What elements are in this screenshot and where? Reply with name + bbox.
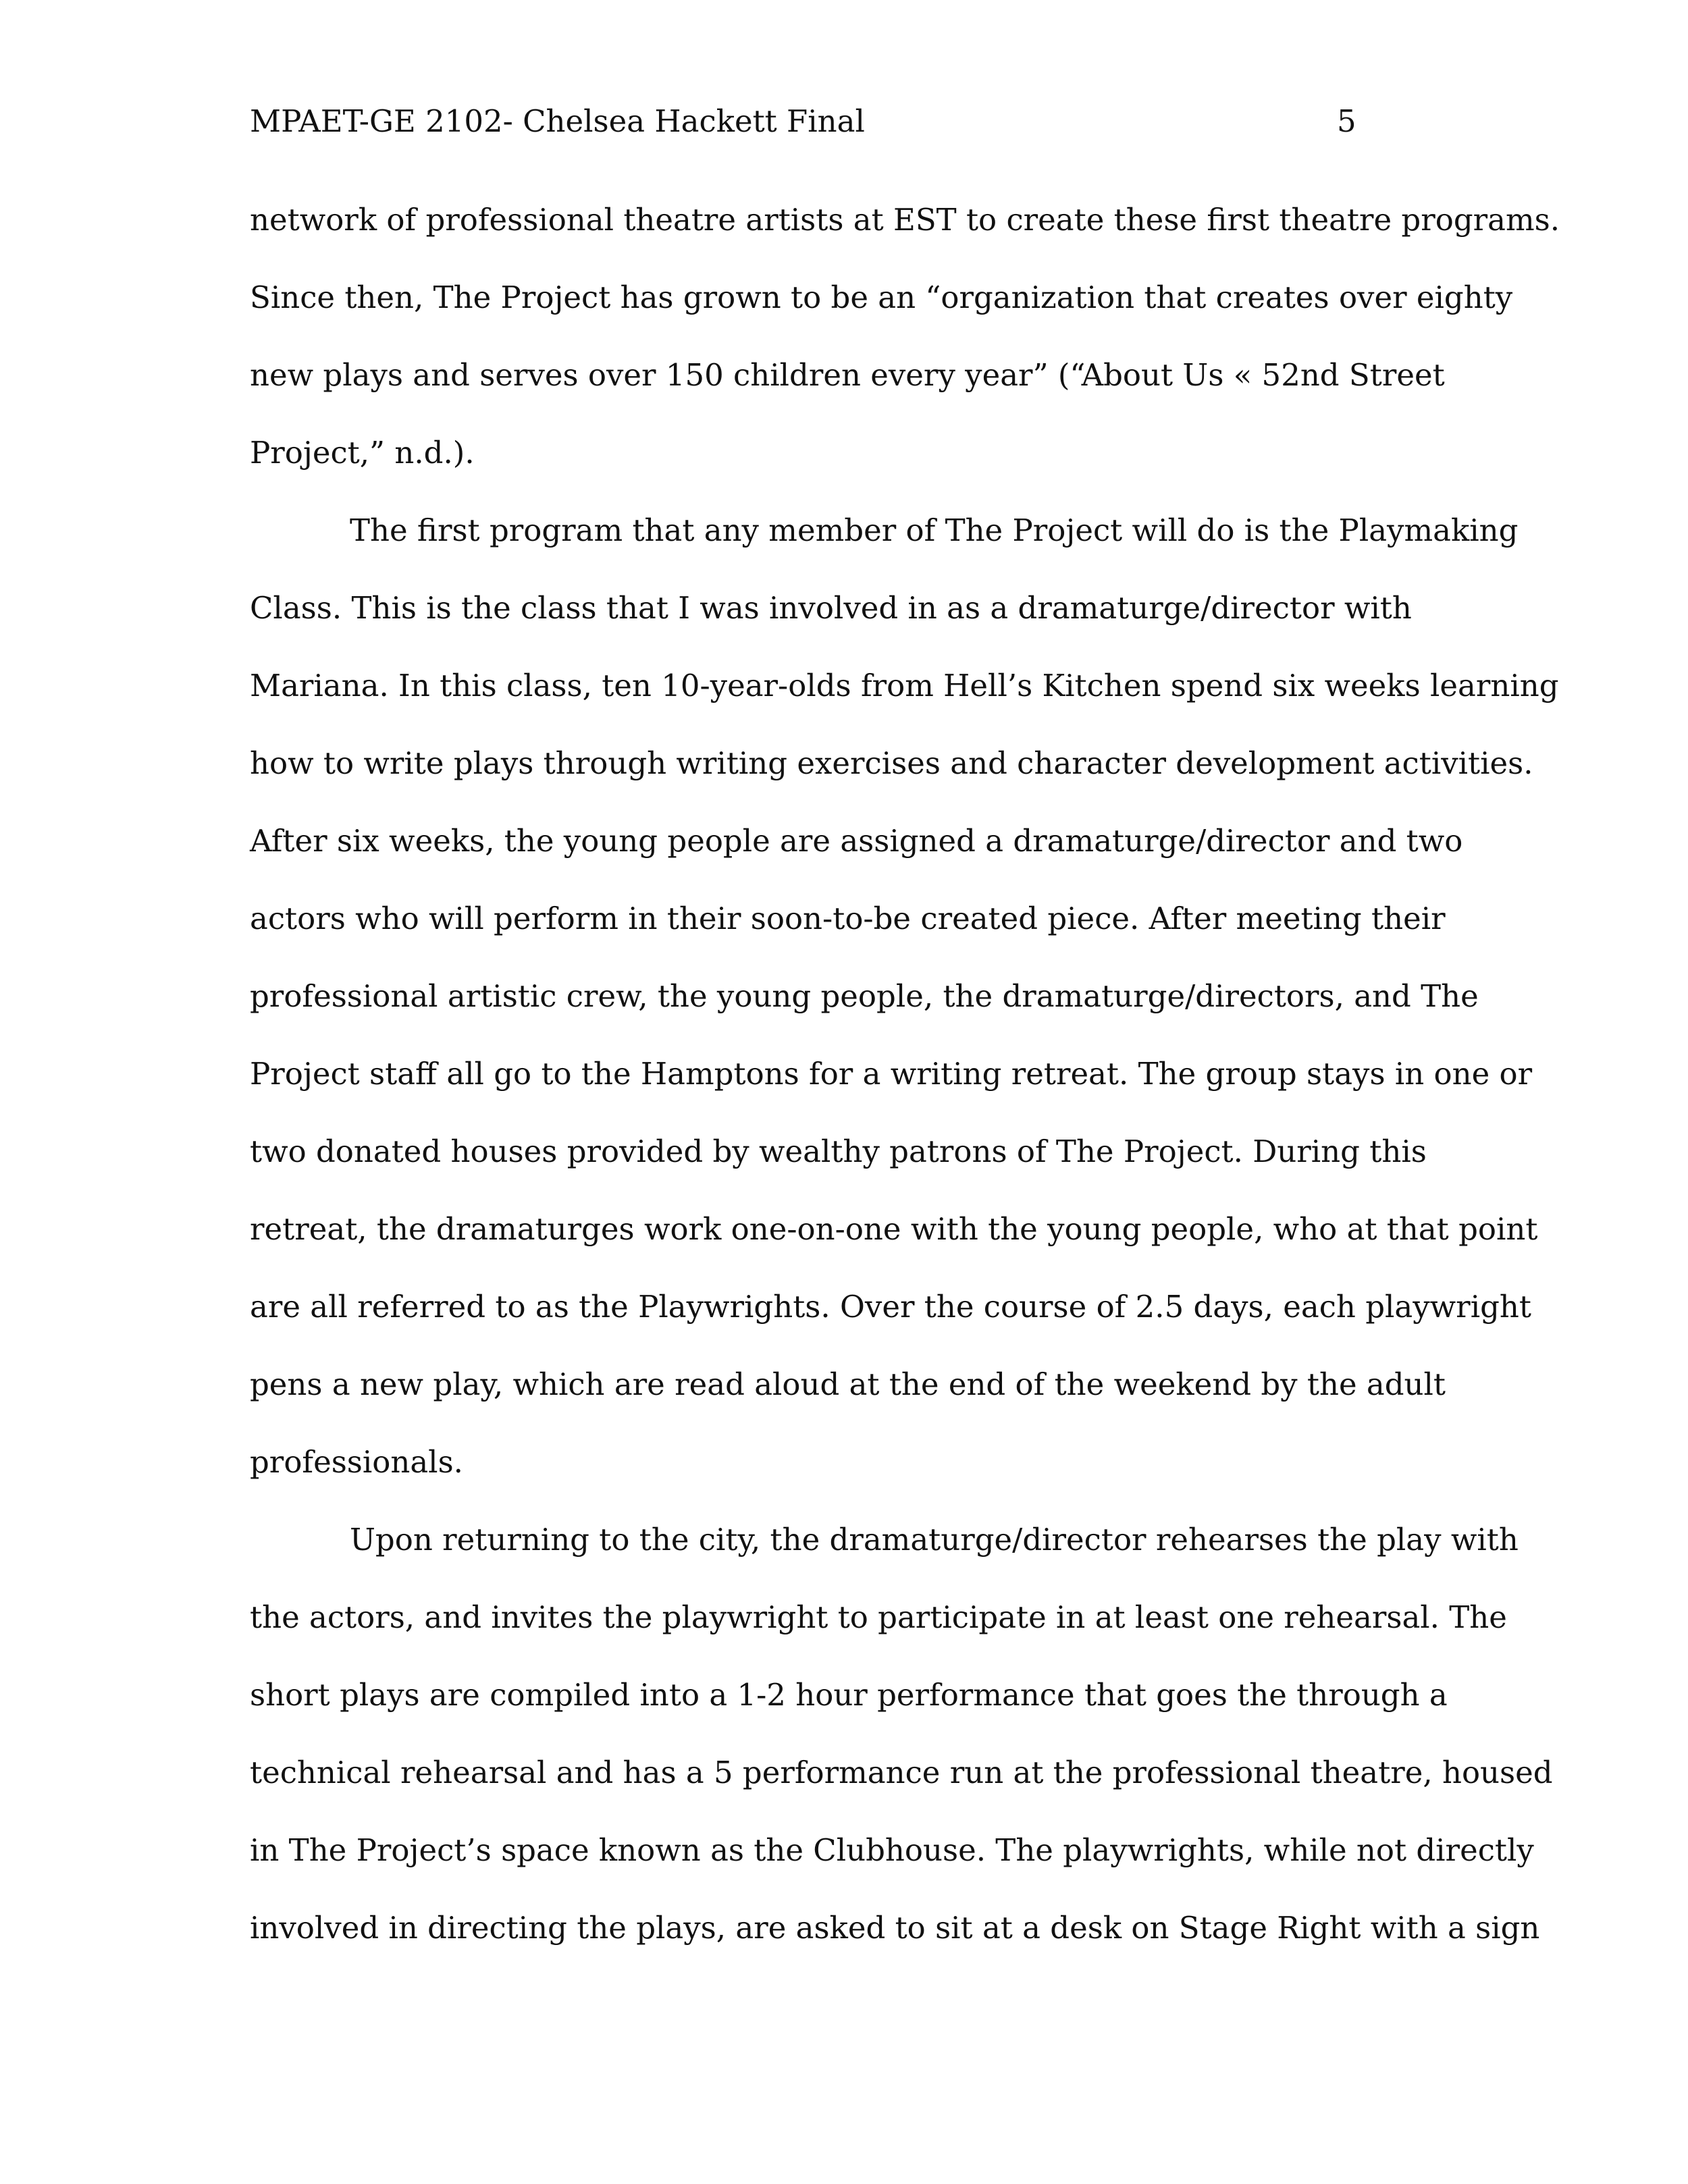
text-line: Project,” n.d.). — [250, 435, 475, 471]
text-line: new plays and serves over 150 children every year” (“About Us « 52nd Street — [250, 357, 1445, 393]
text-line: technical rehearsal and has a 5 performance run at the professional theatre, housed — [250, 1755, 1553, 1790]
paragraph-start-line: Upon returning to the city, the dramaturge/director rehearses the play with — [350, 1522, 1519, 1557]
text-line: in The Project’s space known as the Clubhouse. The playwrights, while not directly — [250, 1832, 1534, 1868]
text-line: After six weeks, the young people are assigned a dramaturge/director and two — [250, 823, 1463, 859]
text-line: Class. This is the class that I was involved in as a dramaturge/director with — [250, 590, 1412, 626]
text-line: the actors, and invites the playwright to participate in at least one rehearsal. The — [250, 1599, 1507, 1635]
text-line: Project staff all go to the Hamptons for a writing retreat. The group stays in one or — [250, 1056, 1533, 1092]
running-head: MPAET-GE 2102- Chelsea Hackett Final — [250, 103, 865, 139]
text-line: two donated houses provided by wealthy patrons of The Project. During this — [250, 1134, 1427, 1169]
text-line: involved in directing the plays, are asked to sit at a desk on Stage Right with a sign — [250, 1910, 1540, 1946]
text-line: pens a new play, which are read aloud at the end of the weekend by the adult — [250, 1366, 1446, 1402]
text-line: how to write plays through writing exercises and character development activities. — [250, 745, 1533, 781]
text-line: retreat, the dramaturges work one-on-one with the young people, who at that point — [250, 1211, 1538, 1247]
page-header — [250, 101, 1364, 149]
body-text — [250, 198, 1560, 1984]
text-line: short plays are compiled into a 1-2 hour performance that goes the through a — [250, 1677, 1448, 1713]
paragraph-start-line: The first program that any member of The Project will do is the Playmaking — [350, 512, 1519, 548]
text-line: network of professional theatre artists at EST to create these first theatre programs. — [250, 202, 1560, 238]
text-line: actors who will perform in their soon-to-be created piece. After meeting their — [250, 901, 1446, 936]
page-number: 5 — [1337, 103, 1356, 139]
text-line: are all referred to as the Playwrights. Over the course of 2.5 days, each playwright — [250, 1289, 1531, 1325]
text-line: professional artistic crew, the young people, the dramaturge/directors, and The — [250, 978, 1479, 1014]
text-line: professionals. — [250, 1444, 463, 1480]
text-line: Since then, The Project has grown to be an “organization that creates over eighty — [250, 279, 1513, 315]
text-line: Mariana. In this class, ten 10-year-olds from Hell’s Kitchen spend six weeks learning — [250, 668, 1559, 703]
